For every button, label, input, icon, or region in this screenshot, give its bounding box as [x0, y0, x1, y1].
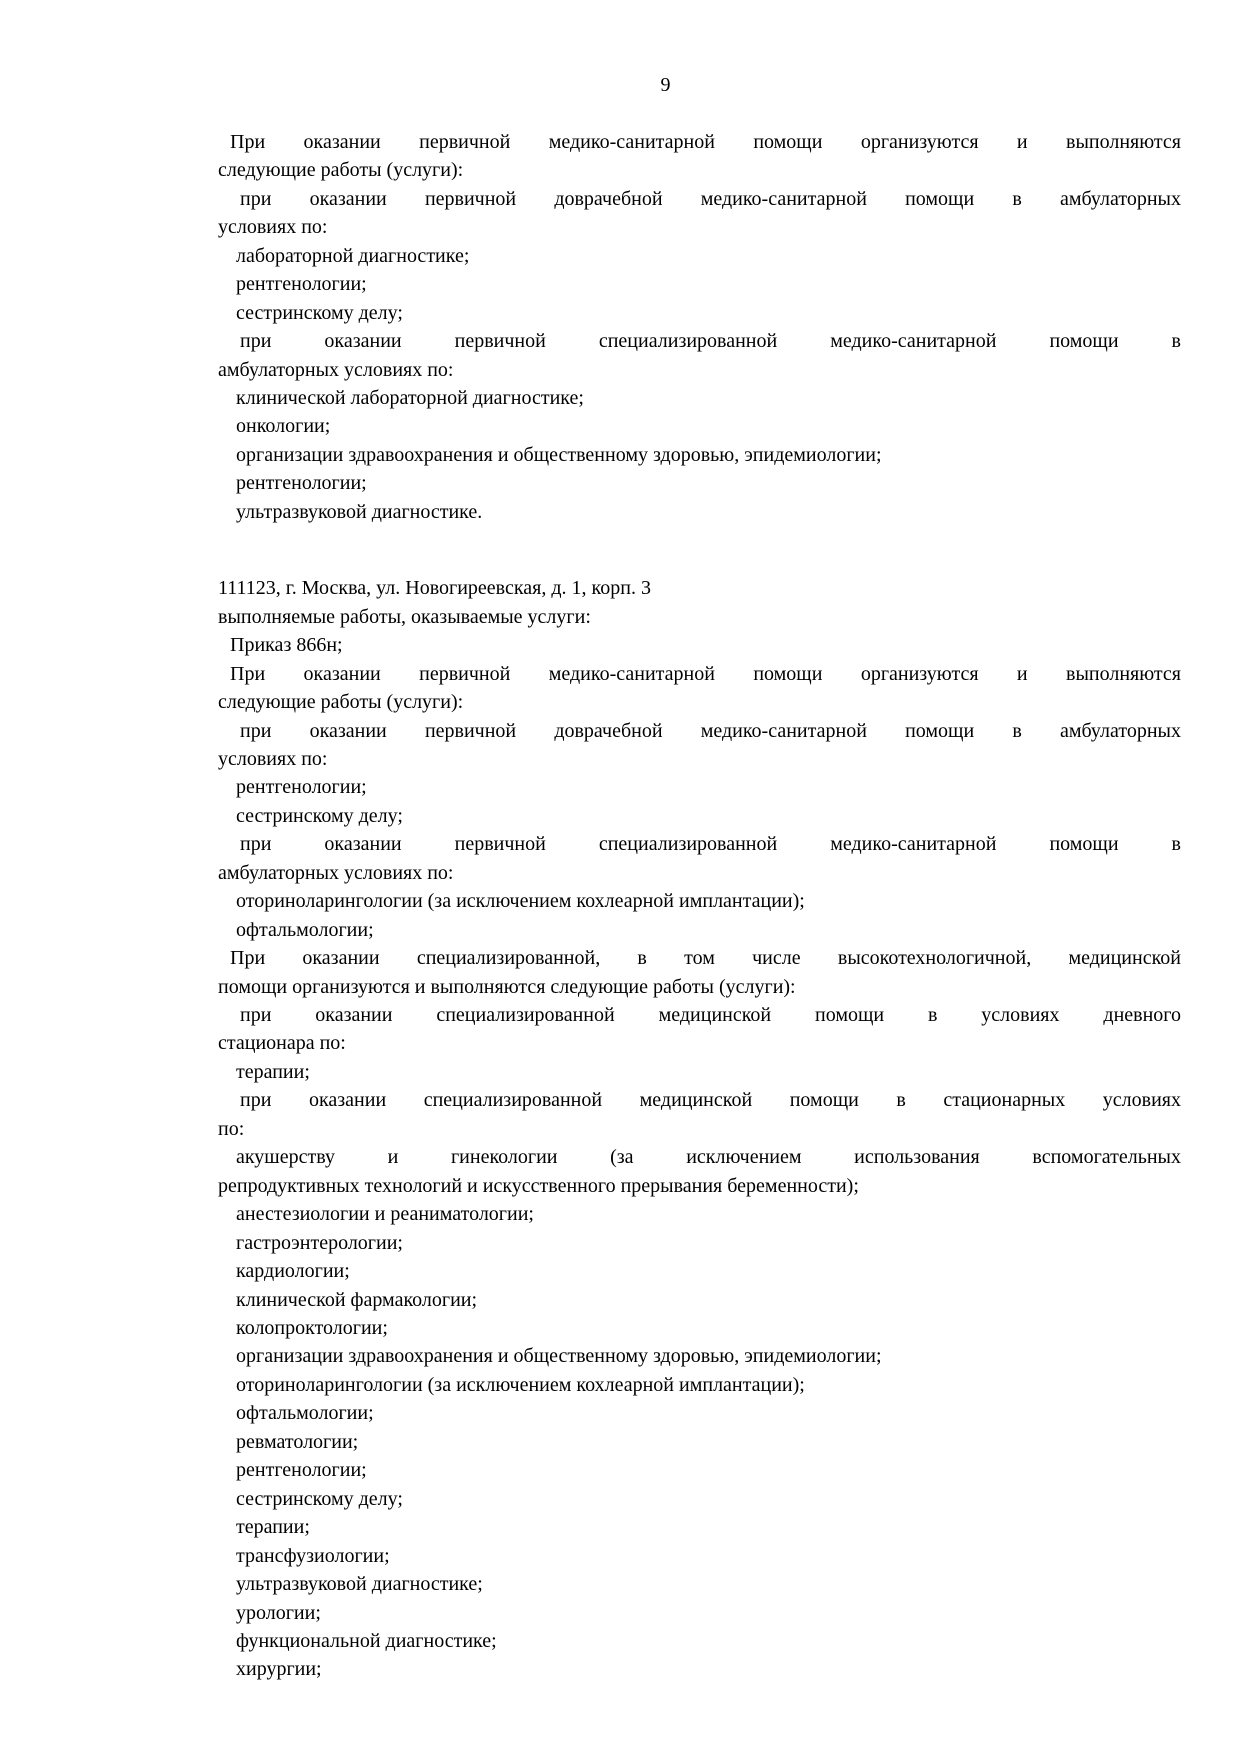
text-line: рентгенологии; — [236, 472, 367, 495]
text-line: помощи организуются и выполняются следующие работы (услуги): — [218, 975, 796, 998]
text-line: кардиологии; — [236, 1260, 350, 1283]
text-line: рентгенологии; — [236, 1459, 367, 1482]
text-line: организации здравоохранения и общественному здоровью, эпидемиологии; — [236, 443, 882, 466]
text-line: офтальмологии; — [236, 918, 374, 941]
text-line: при оказании первичной доврачебной медико-санитарной помощи в амбулаторных — [240, 187, 1181, 210]
text-line: хирургии; — [236, 1658, 322, 1681]
text-line: терапии; — [236, 1060, 310, 1083]
text-line: акушерству и гинекологии (за исключением использования вспомогательных — [236, 1146, 1181, 1169]
text-line: при оказании первичной специализированной медико-санитарной помощи в — [240, 330, 1181, 353]
blank-line — [218, 550, 1181, 574]
text-line: клинической фармакологии; — [236, 1288, 478, 1311]
text-line: анестезиологии и реаниматологии; — [236, 1203, 534, 1226]
text-line: лабораторной диагностике; — [236, 244, 470, 267]
text-line: следующие работы (услуги): — [218, 159, 464, 182]
document-body — [218, 128, 1181, 1684]
text-line: терапии; — [236, 1516, 310, 1539]
text-line: следующие работы (услуги): — [218, 691, 464, 714]
text-line: функциональной диагностике; — [236, 1630, 497, 1652]
text-line: ультразвуковой диагностике. — [236, 500, 483, 523]
text-line: стационара по: — [218, 1032, 346, 1055]
text-line: урологии; — [236, 1601, 321, 1624]
text-line: При оказании первичной медико-санитарной помощи организуются и выполняются — [230, 130, 1181, 153]
text-line: офтальмологии; — [236, 1402, 374, 1425]
text-line: При оказании первичной медико-санитарной помощи организуются и выполняются — [230, 662, 1181, 685]
text-line: онкологии; — [236, 415, 331, 438]
text-line: амбулаторных условиях по: — [218, 358, 454, 381]
text-line: выполняемые работы, оказываемые услуги: — [218, 605, 591, 628]
text-line: ревматологии; — [236, 1430, 359, 1453]
text-line: при оказании первичной доврачебной медико-санитарной помощи в амбулаторных — [240, 719, 1181, 742]
text-line: трансфузиологии; — [236, 1544, 390, 1567]
text-line: колопроктологии; — [236, 1317, 388, 1340]
blank-line — [218, 526, 1181, 550]
text-line: оториноларингологии (за исключением кохлеарной имплантации); — [236, 1373, 805, 1396]
text-block — [218, 71, 1181, 1684]
text-line: рентгенологии; — [236, 273, 367, 296]
text-line: при оказании первичной специализированной медико-санитарной помощи в — [240, 833, 1181, 856]
text-line: 111123, г. Москва, ул. Новогиреевская, д. 1, корп. 3 — [218, 577, 651, 600]
text-line: при оказании специализированной медицинской помощи в условиях дневного — [240, 1004, 1181, 1027]
text-line: условиях по: — [218, 216, 328, 239]
text-line: сестринскому делу; — [236, 301, 403, 324]
text-line: сестринскому делу; — [236, 804, 403, 827]
text-line: При оказании специализированной, в том числе высокотехнологичной, медицинской — [230, 947, 1181, 970]
text-line: по: — [218, 1117, 245, 1140]
text-line: клинической лабораторной диагностике; — [236, 386, 584, 409]
text-line: амбулаторных условиях по: — [218, 861, 454, 884]
text-line: организации здравоохранения и общественному здоровью, эпидемиологии; — [236, 1345, 882, 1368]
text-line: гастроэнтерологии; — [236, 1231, 403, 1254]
text-line: сестринскому делу; — [236, 1487, 403, 1510]
text-line: ультразвуковой диагностике; — [236, 1573, 483, 1596]
text-line: при оказании специализированной медицинской помощи в стационарных условиях — [240, 1089, 1181, 1112]
text-line: оториноларингологии (за исключением кохлеарной имплантации); — [236, 890, 805, 913]
page-number: 9 — [660, 74, 671, 96]
text-line: рентгенологии; — [236, 776, 367, 799]
text-line: условиях по: — [218, 747, 328, 770]
text-line: Приказ 866н; — [230, 634, 343, 657]
text-line: репродуктивных технологий и искусственного прерывания беременности); — [218, 1174, 859, 1197]
